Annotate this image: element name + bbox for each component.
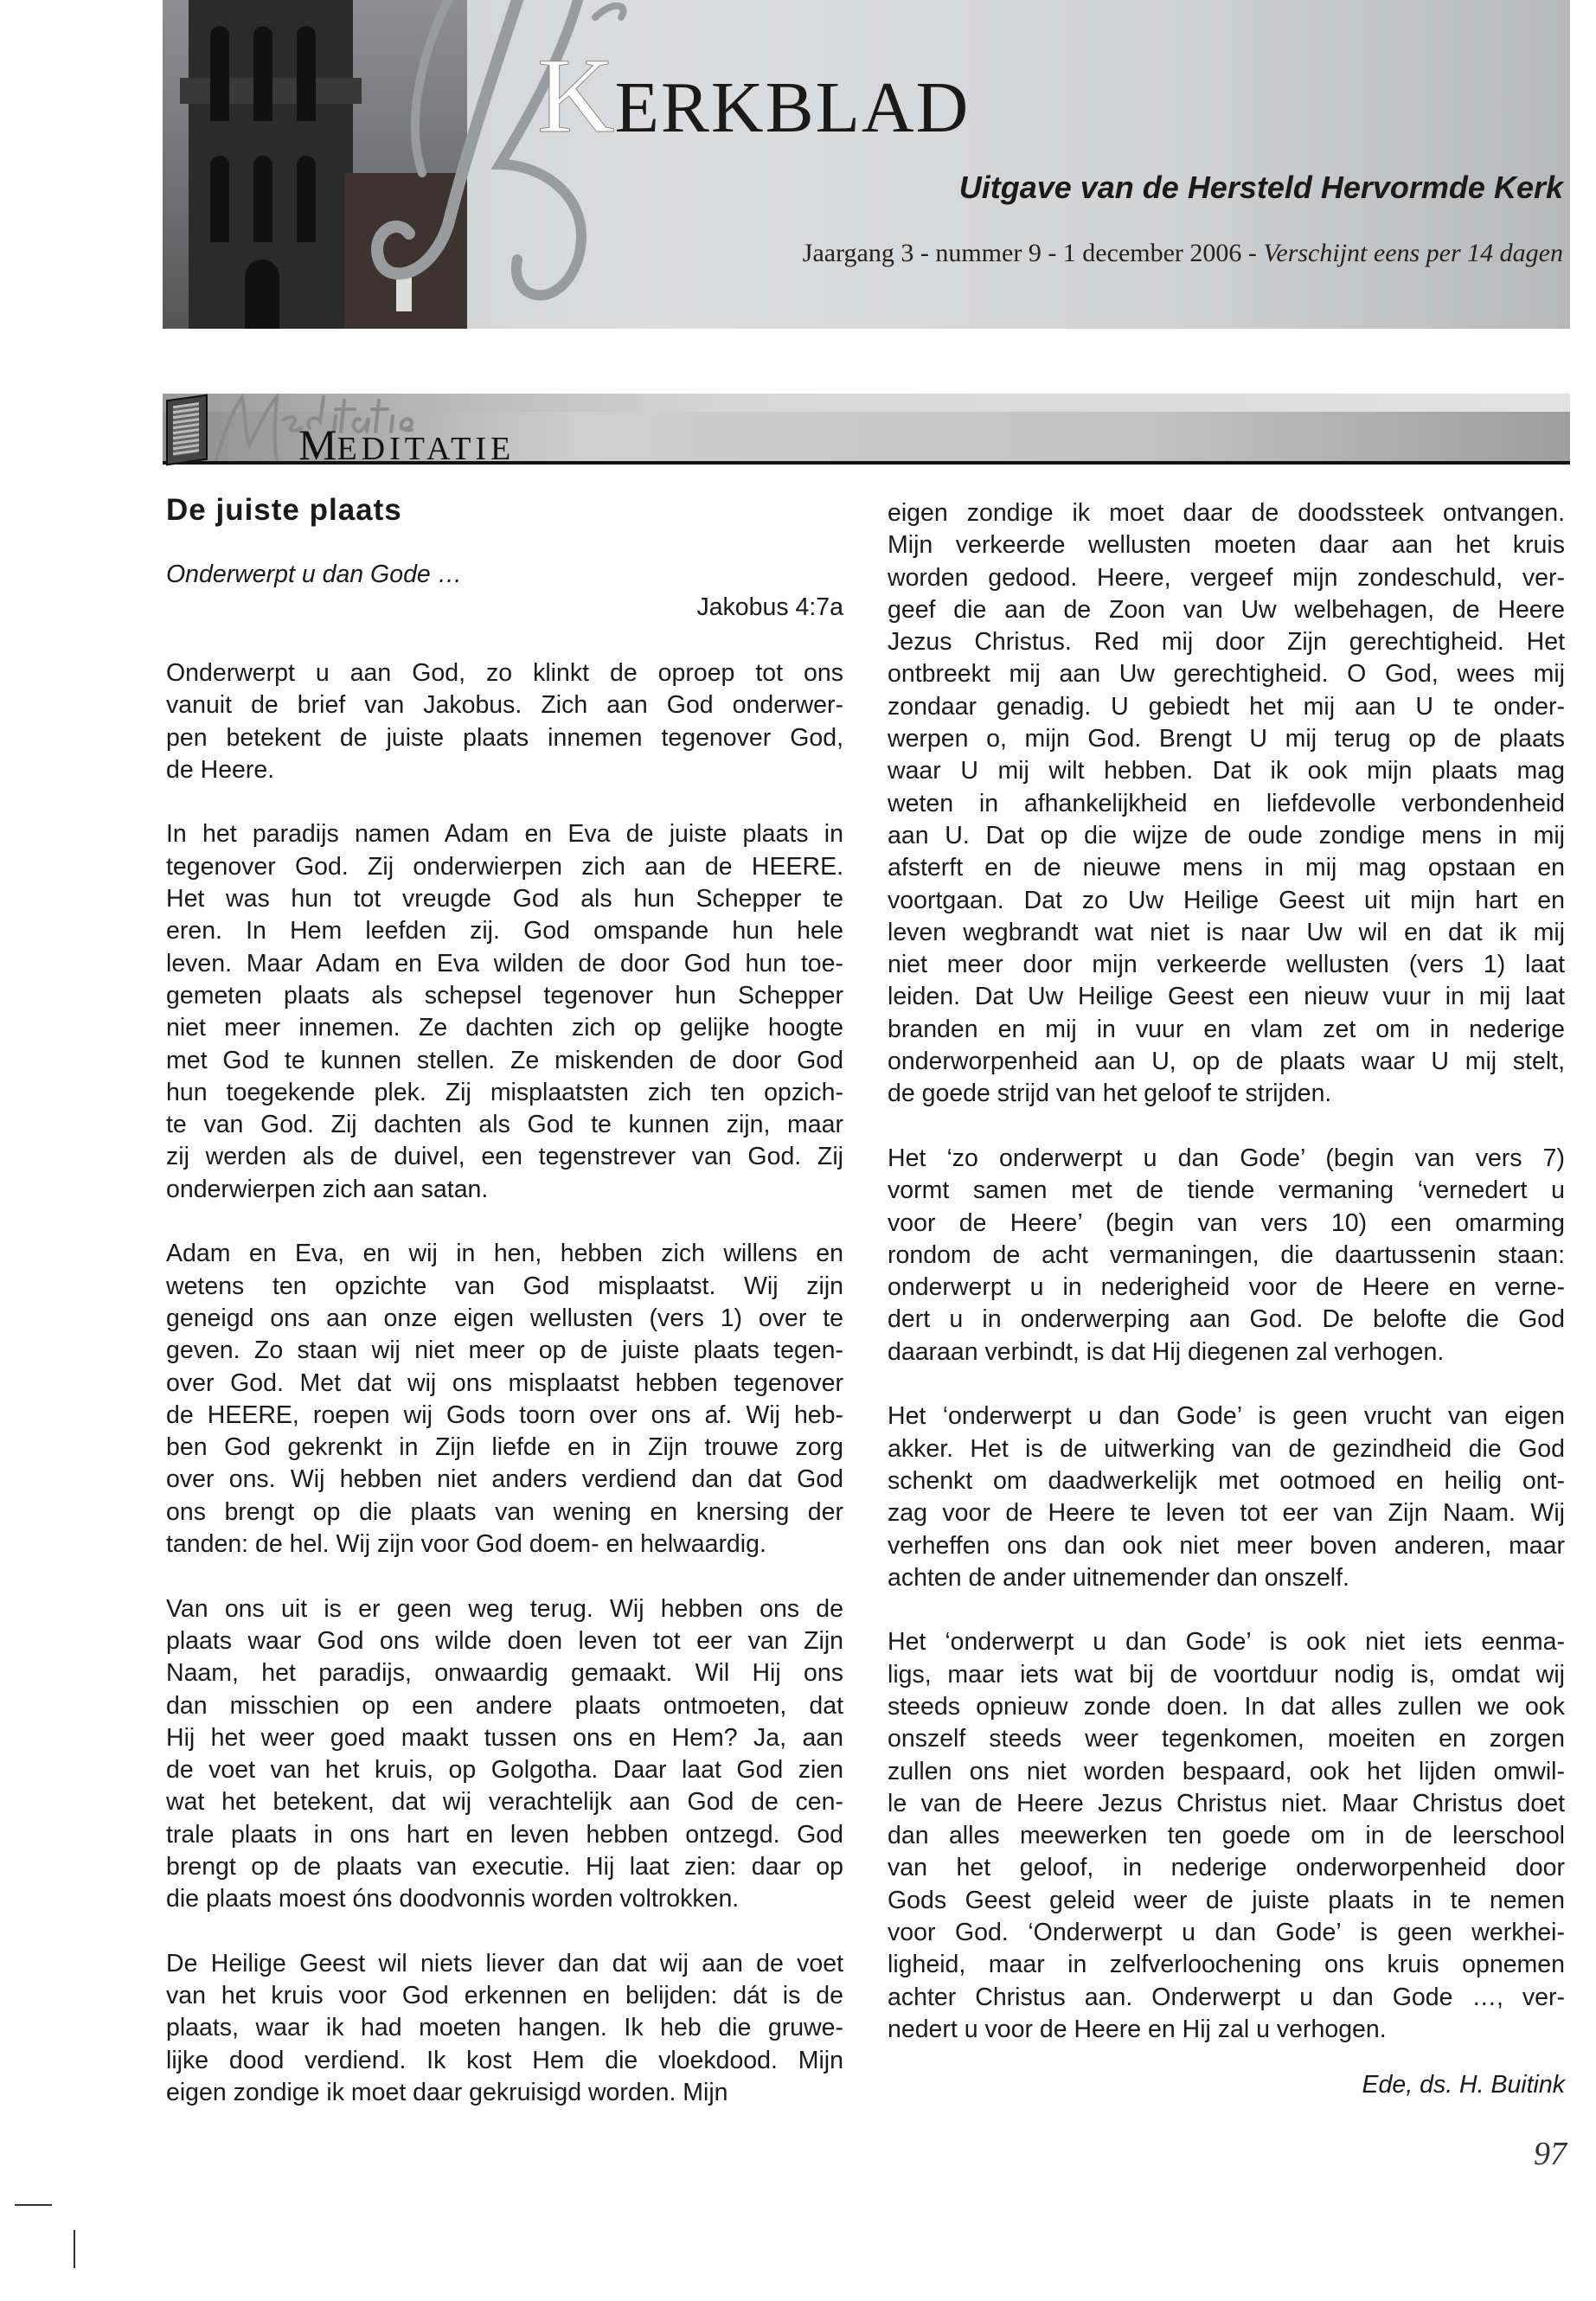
text-line: onderworpenheid aan U, op de plaats waar U mij stelt, [888,1048,1565,1076]
article-column-left [166,657,843,2142]
text-line: dan misschien op een andere plaats ontmoeten, dat [166,1691,843,1720]
text-line: met God te kunnen stellen. Ze miskenden de door God [166,1046,843,1074]
section-banner [163,394,1570,469]
scripture-reference: Jakobus 4:7a [696,593,843,621]
text-line: le van de Heere Jezus Christus niet. Maar Christus doet [888,1789,1565,1817]
text-line: In het paradijs namen Adam en Eva de juiste plaats in [166,820,843,849]
crop-mark [15,2204,52,2206]
text-line: tanden: de hel. Wij zijn voor God doem- en helwaardig. [166,1530,766,1559]
text-line: tegenover God. Zij onderwierpen zich aan de HEERE. [166,852,843,881]
text-line: de goede strijd van het geloof te strijden. [888,1080,1332,1108]
text-line: trale plaats in ons hart en leven hebben ontzegd. God [166,1820,843,1849]
paragraph [166,1948,843,2109]
text-line: plaats, waar ik had moeten hangen. Ik heb die gruwe- [166,2014,843,2042]
text-line: achten de ander uitnemender dan onszelf. [888,1563,1349,1592]
issue-number: Jaargang 3 - nummer 9 - 1 december 2006 - [802,239,1264,267]
text-line: eigen zondige ik moet daar de doodssteek ontvangen. [888,499,1565,527]
paragraph [888,497,1565,1111]
text-line: voor God. ‘Onderwerpt u dan Gode’ is geen werkhei- [888,1919,1565,1947]
text-line: De Heilige Geest wil niets liever dan dat wij aan de voet [166,1949,843,1977]
text-line: gemeten plaats als schepsel tegenover hun Schepper [166,981,843,1009]
text-line: zondaar genadig. U gebiedt het mij aan U te onder- [888,692,1565,721]
text-line: ons brengt op die plaats van wening en knersing der [166,1497,843,1526]
issue-info [803,239,1563,268]
text-line: Het ‘onderwerpt u dan Gode’ is ook niet iets eenma- [888,1628,1565,1657]
book-icon [166,394,208,466]
text-line: Onderwerpt u aan God, zo klinkt de oproep tot ons [166,659,843,687]
text-line: Het was hun tot vreugde God als hun Schepper te [166,885,843,913]
text-line: niet meer door mijn verkeerde wellusten (vers 1) laat [888,951,1565,979]
section-title [298,420,515,470]
text-line: achter Christus aan. Onderwerpt u dan Gode …, ver- [888,1983,1565,2011]
article-title: De juiste plaats [166,493,402,527]
text-line: van het kruis voor God erkennen en belijden: dát is de [166,1982,843,2010]
text-line: vormt samen met de tiende vermaning ‘vernedert u [888,1176,1565,1205]
text-line: zag voor de Heere te leven tot eer van Zijn Naam. Wij [888,1499,1565,1528]
text-line: lijke dood verdiend. Ik kost Hem die vloekdood. Mijn [166,2046,843,2074]
text-line: weten in afhankelijkheid en liefdevolle verbondenheid [888,789,1565,817]
text-line: onderwerpt u in nederigheid voor de Heere en verne- [888,1273,1565,1302]
text-line: geven. Zo staan wij niet meer op de juiste plaats tegen- [166,1336,843,1365]
paragraph [166,1593,843,1916]
text-line: daaraan verbindt, is dat Hij diegenen zal verhogen. [888,1337,1445,1366]
text-line: ligheid, maar in zelfverloochening ons kruis opnemen [888,1951,1565,1979]
section-title-rest: EDITATIE [337,431,516,467]
text-line: akker. Het is de uitwerking van de gezindheid die God [888,1434,1565,1463]
author-signature: Ede, ds. H. Buitink [1362,2071,1565,2099]
crop-mark [74,2230,75,2268]
text-line: Gods Geest geleid weer de juiste plaats in te nemen [888,1886,1565,1914]
text-line: ligs, maar iets wat bij de voortduur nodig is, omdat wij [888,1660,1565,1689]
text-line: Hij het weer goed maakt tussen ons en Hem? Ja, aan [166,1723,843,1752]
text-line: leven. Maar Adam en Eva wilden de door God hun toe- [166,949,843,977]
church-tower-photo [163,0,467,329]
text-line: Naam, het paradijs, onwaardig gemaakt. Wil Hij ons [166,1659,843,1688]
text-line: voor de Heere’ (begin van vers 10) een omarming [888,1208,1565,1237]
text-line: wetens ten opzichte van God misplaatst. Wij zijn [166,1272,843,1300]
text-line: die plaats moest óns doodvonnis worden voltrokken. [166,1885,740,1913]
text-line: ben God gekrenkt in Zijn liefde en in Zijn trouwe zorg [166,1433,843,1462]
text-line: pen betekent de juiste plaats innemen tegenover God, [166,723,843,752]
text-line: steeds opnieuw zonde doen. In dat alles zullen we ook [888,1692,1565,1721]
text-line: plaats waar God ons wilde doen leven tot eer van Zijn [166,1626,843,1655]
paragraph [888,1626,1565,2046]
text-line: geef die aan de Zoon van Uw welbehagen, de Heere [888,595,1565,624]
text-line: werpen o, mijn God. Brengt U mij terug op de plaats [888,725,1565,753]
text-line: niet meer innemen. Ze dachten zich op gelijke hoogte [166,1014,843,1042]
text-line: geneigd ons aan onze eigen wellusten (vers 1) over te [166,1304,843,1332]
text-line: nedert u voor de Heere en Hij zal u verhogen. [888,2015,1387,2043]
masthead-subtitle: Uitgave van de Hersteld Hervormde Kerk [958,170,1563,205]
text-line: schenkt om daadwerkelijk met ootmoed en heilig ont- [888,1466,1565,1495]
text-line: Het ‘onderwerpt u dan Gode’ is geen vrucht van eigen [888,1402,1565,1431]
text-line: vanuit de brief van Jakobus. Zich aan God onderwer- [166,691,843,720]
paragraph [166,1238,843,1561]
article-column-right [888,497,1565,2079]
text-line: rondom de acht vermaningen, die daartussenin staan: [888,1240,1565,1269]
masthead [163,0,1570,329]
paragraph [888,1400,1565,1594]
text-line: worden gedood. Heere, vergeef mijn zondeschuld, ver- [888,563,1565,592]
masthead-title-rest: ERKBLAD [614,67,971,148]
text-line: brengt op de plaats van executie. Hij laat zien: daar op [166,1852,843,1881]
text-line: leiden. Dat Uw Heilige Geest een nieuw vuur in mij laat [888,983,1565,1011]
text-line: branden en mij in vuur en vlam zet om in nederige [888,1015,1565,1043]
text-line: hun toegekende plek. Zij misplaatsten zich ten opzich- [166,1078,843,1106]
masthead-title [537,35,970,157]
text-line: over ons. Wij hebben niet anders verdiend dan dat God [166,1465,843,1494]
issue-frequency: Verschijnt eens per 14 dagen [1263,239,1563,267]
text-line: Mijn verkeerde wellusten moeten daar aan het kruis [888,531,1565,560]
text-line: onderwierpen zich aan satan. [166,1175,489,1203]
section-initial: M [298,420,337,469]
page-number: 97 [1534,2136,1567,2172]
text-line: voortgaan. Dat zo Uw Heilige Geest uit mijn hart en [888,886,1565,914]
text-line: eren. In Hem leefden zij. God omspande hun hele [166,917,843,945]
text-line: Adam en Eva, en wij in hen, hebben zich willens en [166,1240,843,1268]
text-line: dert u in onderwerping aan God. De belofte die God [888,1305,1565,1334]
text-line: Jezus Christus. Red mij door Zijn gerechtigheid. Het [888,628,1565,657]
text-line: van het geloof, in nederige onderworpenheid door [888,1854,1565,1882]
text-line: afsterft en de nieuwe mens in mij mag opstaan en [888,854,1565,882]
text-line: de voet van het kruis, op Golgotha. Daar laat God zien [166,1756,843,1785]
text-line: dan alles meewerken ten goede om in de leerschool [888,1822,1565,1850]
text-line: over God. Met dat wij ons misplaatst hebben tegenover [166,1368,843,1397]
text-line: wat het betekent, dat wij verachtelijk aan God de cen- [166,1788,843,1817]
text-line: onszelf steeds weer tegenkomen, moeiten en zorgen [888,1725,1565,1753]
masthead-initial: K [537,36,615,155]
text-line: verheffen ons dan ook niet meer boven anderen, maar [888,1531,1565,1560]
text-line: zij werden als de duivel, een tegenstrever van God. Zij [166,1143,843,1171]
text-line: de Heere. [166,755,275,784]
text-line: aan U. Dat op die wijze de oude zondige mens in mij [888,821,1565,849]
scripture-quote: Onderwerpt u dan Gode … [166,561,463,588]
paragraph [166,818,843,1206]
text-line: zullen ons niet worden bespaard, ook het lijden omwil- [888,1757,1565,1785]
text-line: te van God. Zij dachten als God te kunnen zijn, maar [166,1111,843,1139]
text-line: waar U mij wilt hebben. Dat ik ook mijn plaats mag [888,757,1565,785]
text-line: de HEERE, roepen wij Gods toorn over ons af. Wij heb- [166,1400,843,1429]
text-line: Van ons uit is er geen weg terug. Wij hebben ons de [166,1594,843,1623]
text-line: ontbreekt mij aan Uw gerechtigheid. O God, wees mij [888,660,1565,689]
paragraph [166,657,843,786]
paragraph [888,1143,1565,1368]
text-line: leven wegbrandt wat niet is naar Uw wil en dat ik mij [888,918,1565,946]
text-line: Het ‘zo onderwerpt u dan Gode’ (begin van vers 7) [888,1144,1565,1172]
text-line: eigen zondige ik moet daar gekruisigd worden. Mijn [166,2079,728,2107]
